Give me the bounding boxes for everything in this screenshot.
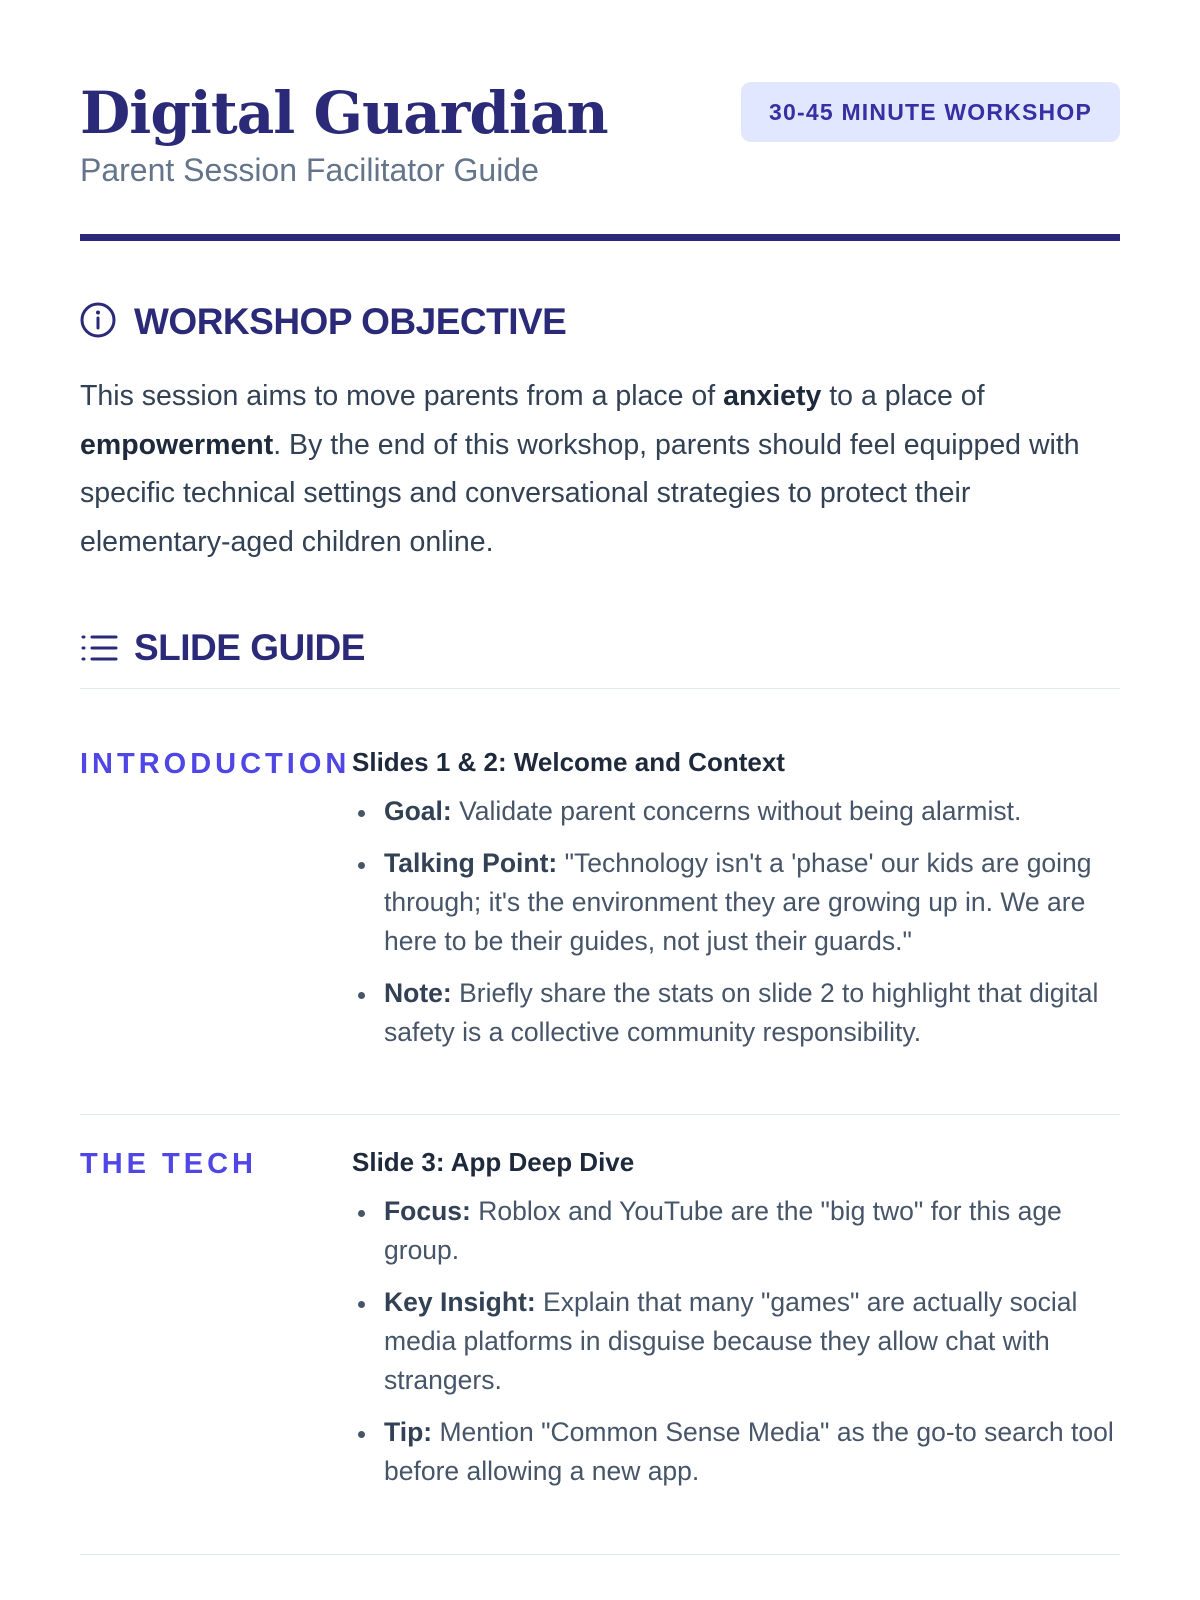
objective-text-part: This session aims to move parents from a place of [80, 380, 724, 412]
slide-guide-heading-label: SLIDE GUIDE [134, 627, 365, 668]
section-title: Slide 3: App Deep Dive [352, 1147, 635, 1177]
point-text: Briefly share the stats on slide 2 to highlight that digital safety is a collective community responsibility. [384, 978, 1099, 1047]
point-text: Mention "Common Sense Media" as the go-to search tool before allowing a new app. [384, 1417, 1114, 1486]
point-term: Focus: [384, 1196, 471, 1226]
point-text: Roblox and YouTube are the "big two" for this age group. [384, 1196, 1062, 1265]
list-item [352, 974, 1120, 1052]
point-term: Note: [384, 978, 452, 1008]
list-icon [80, 628, 120, 668]
section-body [352, 1144, 1120, 1504]
objective-emphasis-empowerment: empowerment [80, 428, 274, 461]
talking-points-list [352, 792, 1120, 1052]
header-divider [80, 234, 1120, 241]
section-divider [80, 1114, 1120, 1115]
list-item [352, 1192, 1120, 1270]
page-title: Digital Guardian [80, 79, 608, 147]
slide-guide-divider [80, 688, 1120, 689]
duration-badge: 30-45 MINUTE WORKSHOP [741, 82, 1120, 142]
section-divider [80, 1554, 1120, 1555]
point-text: Validate parent concerns without being alarmist. [451, 796, 1022, 826]
objective-text-part: to a place of [821, 380, 985, 412]
point-term: Talking Point: [384, 848, 558, 878]
point-term: Goal: [384, 796, 452, 826]
header [80, 78, 1120, 238]
talking-points-list [352, 1192, 1120, 1491]
objective-emphasis-anxiety: anxiety [723, 380, 822, 412]
section-label: THE TECH [80, 1148, 257, 1180]
page-subtitle: Parent Session Facilitator Guide [80, 152, 539, 188]
list-item [352, 792, 1120, 831]
objective-text-part: . By the end of this workshop, parents should feel equipped with specific technical settings and conversational strategies to protect their elementary-aged children online. [80, 428, 1080, 558]
objective-text [80, 372, 1125, 566]
list-item [352, 1413, 1120, 1491]
section-label: INTRODUCTION [80, 748, 351, 780]
info-circle-icon [80, 302, 120, 342]
list-item [352, 1283, 1120, 1400]
objective-heading [80, 298, 1120, 346]
point-text: "Technology isn't a 'phase' our kids are going through; it's the environment they are growing up in. We are here to be their guides, not just their guards." [384, 848, 1092, 956]
slide-guide-heading [80, 624, 1120, 672]
objective-heading-label: WORKSHOP OBJECTIVE [134, 301, 567, 342]
list-item [352, 844, 1120, 961]
section-title: Slides 1 & 2: Welcome and Context [352, 747, 785, 777]
section-body [352, 744, 1120, 1065]
point-text: Explain that many "games" are actually social media platforms in disguise because they allow chat with strangers. [384, 1287, 1078, 1395]
point-term: Tip: [384, 1417, 433, 1447]
point-term: Key Insight: [384, 1287, 536, 1317]
